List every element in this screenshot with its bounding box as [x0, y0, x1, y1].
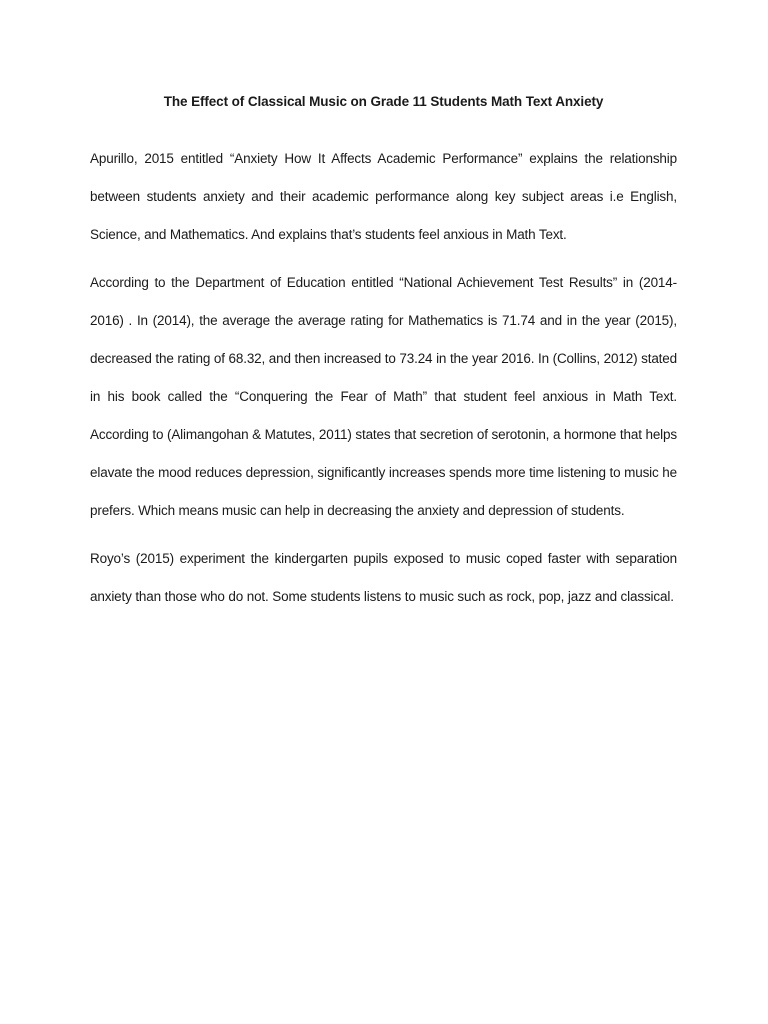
document-page [90, 92, 677, 616]
paragraph-royo: Royo’s (2015) experiment the kindergarten pupils exposed to music coped faster with separation anxiety than those who do not. Some students listens to music such as rock, pop, jazz and classical. [90, 551, 677, 604]
paragraph-apurillo: Apurillo, 2015 entitled “Anxiety How It Affects Academic Performance” explains the relationship between students anxiety and their academic performance along key subject areas i.e English, Science, and Mathematics. And explains that’s students feel anxious in Math Text. [90, 151, 677, 242]
paragraph-department-of-education: According to the Department of Education entitled “National Achievement Test Results” in (2014-2016) . In (2014), the average the average rating for Mathematics is 71.74 and in the year (2015), decreased the rating of 68.32, and then increased to 73.24 in the year 2016. In (Collins, 2012) stated in his book called the “Conquering the Fear of Math” that student feel anxious in Math Text. According to (Alimangohan & Matutes, 2011) states that secretion of serotonin, a hormone that helps elavate the mood reduces depression, significantly increases spends more time listening to music he prefers. Which means music can help in decreasing the anxiety and depression of students. [90, 275, 677, 518]
document-title: The Effect of Classical Music on Grade 11 Students Math Text Anxiety [163, 94, 604, 109]
